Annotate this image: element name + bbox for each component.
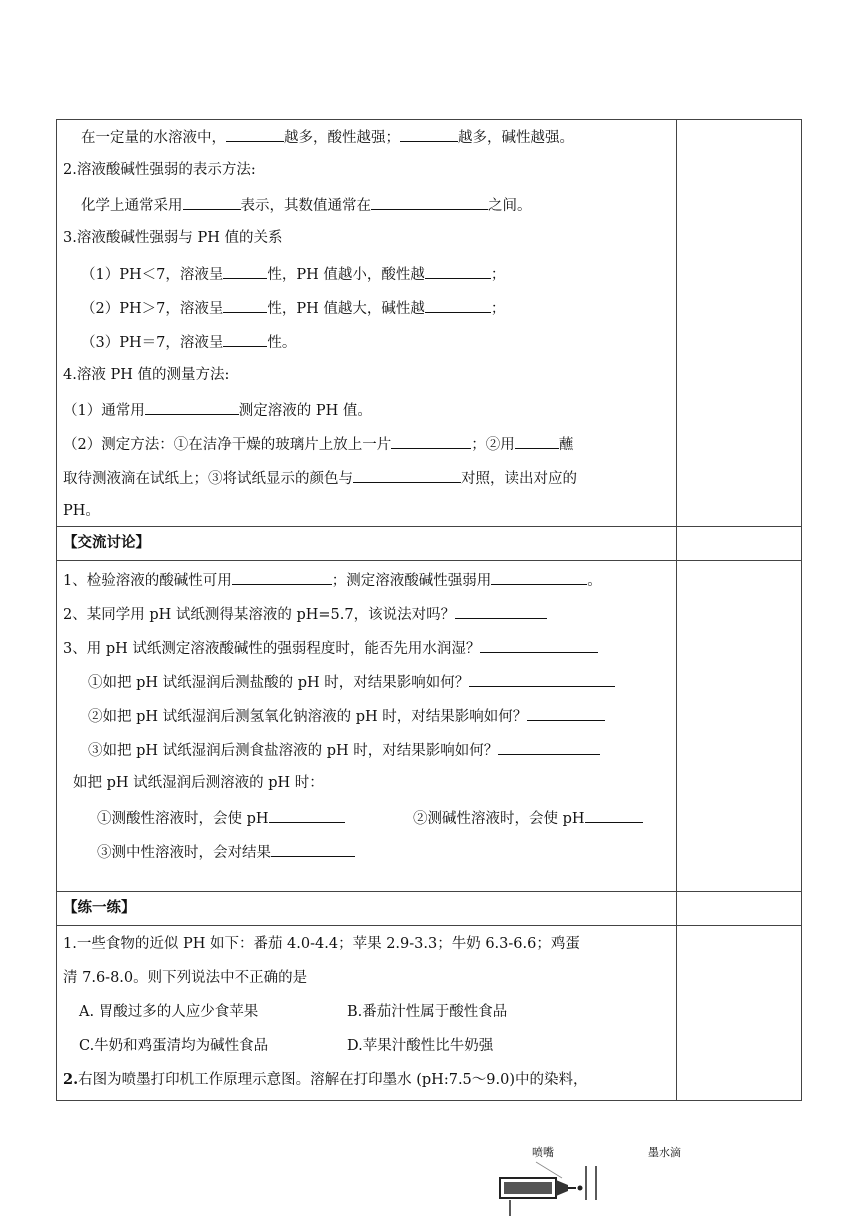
discuss-sub3: ③如把 pH 试纸湿润后测食盐溶液的 pH 时，对结果影响如何？ bbox=[88, 739, 600, 761]
blank[interactable] bbox=[425, 297, 491, 313]
blank[interactable] bbox=[391, 433, 471, 449]
blank[interactable] bbox=[498, 739, 600, 755]
blank[interactable] bbox=[226, 126, 284, 142]
blank[interactable] bbox=[469, 671, 615, 687]
practice-cell bbox=[57, 926, 677, 1101]
option-c: C.牛奶和鸡蛋清均为碱性食品 bbox=[79, 1038, 269, 1054]
blank[interactable] bbox=[480, 637, 598, 653]
line-ph-less-7: （1）PH＜7，溶液呈 性，PH 值越小，酸性越 ； bbox=[81, 263, 505, 285]
inkjet-diagram bbox=[496, 1140, 776, 1216]
option-b: B.番茄汁性属于酸性食品 bbox=[347, 1004, 508, 1020]
label-ink-drop: 墨水滴 bbox=[648, 1146, 681, 1159]
blank[interactable] bbox=[183, 194, 241, 210]
line-ph-expression: 化学上通常采用 表示，其数值通常在 之间。 bbox=[81, 194, 532, 216]
notes-cell bbox=[677, 892, 802, 926]
discuss-q2: 2、某同学用 pH 试纸测得某溶液的 pH=5.7，该说法对吗？ bbox=[63, 603, 547, 625]
notes-cell bbox=[677, 561, 802, 892]
notes-cell bbox=[677, 120, 802, 527]
section1-cell bbox=[57, 120, 677, 527]
discuss-wet-base: ②测碱性溶液时，会使 pH bbox=[413, 807, 643, 829]
line-measure-1: （1）通常用 测定溶液的 PH 值。 bbox=[63, 399, 372, 421]
blank[interactable] bbox=[271, 841, 355, 857]
discuss-wet-intro: 如把 pH 试纸湿润后测溶液的 pH 时： bbox=[73, 775, 324, 791]
printer-nozzle-illustration bbox=[496, 1140, 776, 1216]
discuss-q1: 1、检验溶液的酸碱性可用 ；测定溶液酸碱性强弱用 。 bbox=[63, 569, 602, 591]
blank[interactable] bbox=[425, 263, 491, 279]
blank[interactable] bbox=[353, 467, 461, 483]
option-a: A. 胃酸过多的人应少食苹果 bbox=[79, 1004, 259, 1020]
label-nozzle: 喷嘴 bbox=[532, 1146, 554, 1159]
blank[interactable] bbox=[232, 569, 332, 585]
line-measure-2: （2）测定方法：①在洁净干燥的玻璃片上放上一片 ；②用 蘸 bbox=[63, 433, 573, 455]
line-measure-4: PH。 bbox=[63, 503, 100, 519]
blank[interactable] bbox=[145, 399, 239, 415]
blank[interactable] bbox=[371, 194, 488, 210]
blank[interactable] bbox=[400, 126, 458, 142]
discuss-header-cell bbox=[57, 527, 677, 561]
line-measure-3: 取待测液滴在试纸上；③将试纸显示的颜色与 对照，读出对应的 bbox=[63, 467, 577, 489]
line-ph-equal-7: （3）PH＝7，溶液呈 性。 bbox=[81, 331, 296, 353]
discuss-wet-neutral: ③测中性溶液时，会对结果 bbox=[97, 841, 355, 863]
blank[interactable] bbox=[527, 705, 605, 721]
discuss-sub1: ①如把 pH 试纸湿润后测盐酸的 pH 时，对结果影响如何？ bbox=[88, 671, 615, 693]
discuss-wet-acid: ①测酸性溶液时，会使 pH bbox=[97, 807, 345, 829]
practice-q1-line2: 清 7.6-8.0。则下列说法中不正确的是 bbox=[63, 970, 308, 986]
discuss-sub2: ②如把 pH 试纸湿润后测氢氧化钠溶液的 pH 时，对结果影响如何？ bbox=[88, 705, 605, 727]
blank[interactable] bbox=[491, 569, 587, 585]
line-ph-greater-7: （2）PH＞7，溶液呈 性，PH 值越大，碱性越 ； bbox=[81, 297, 505, 319]
blank[interactable] bbox=[223, 331, 267, 347]
item-4-heading: 4.溶液 PH 值的测量方法: bbox=[63, 367, 230, 383]
practice-q1-line1: 1.一些食物的近似 PH 如下：番茄 4.0-4.4；苹果 2.9-3.3；牛奶 6.3-6.6；鸡蛋 bbox=[63, 936, 580, 952]
practice-header-cell bbox=[57, 892, 677, 926]
blank[interactable] bbox=[515, 433, 559, 449]
blank[interactable] bbox=[269, 807, 345, 823]
worksheet-table bbox=[56, 119, 802, 1101]
practice-header: 【练一练】 bbox=[63, 899, 136, 916]
discuss-q3: 3、用 pH 试纸测定溶液酸碱性的强弱程度时，能否先用水润湿？ bbox=[63, 637, 598, 659]
blank[interactable] bbox=[585, 807, 643, 823]
blank[interactable] bbox=[455, 603, 547, 619]
item-2-heading: 2.溶液酸碱性强弱的表示方法: bbox=[63, 162, 256, 178]
practice-q2: 2.右图为喷墨打印机工作原理示意图。溶解在打印墨水 (pH:7.5～9.0)中的染料， bbox=[63, 1071, 588, 1088]
notes-cell bbox=[677, 926, 802, 1101]
item-3-heading: 3.溶液酸碱性强弱与 PH 值的关系 bbox=[63, 230, 283, 246]
discuss-header: 【交流讨论】 bbox=[63, 534, 150, 551]
blank[interactable] bbox=[223, 263, 267, 279]
notes-cell bbox=[677, 527, 802, 561]
blank[interactable] bbox=[223, 297, 267, 313]
option-d: D.苹果汁酸性比牛奶强 bbox=[347, 1038, 494, 1054]
discuss-cell bbox=[57, 561, 677, 892]
line-ion-concentration: 在一定量的水溶液中， 越多，酸性越强； 越多，碱性越强。 bbox=[81, 126, 574, 148]
